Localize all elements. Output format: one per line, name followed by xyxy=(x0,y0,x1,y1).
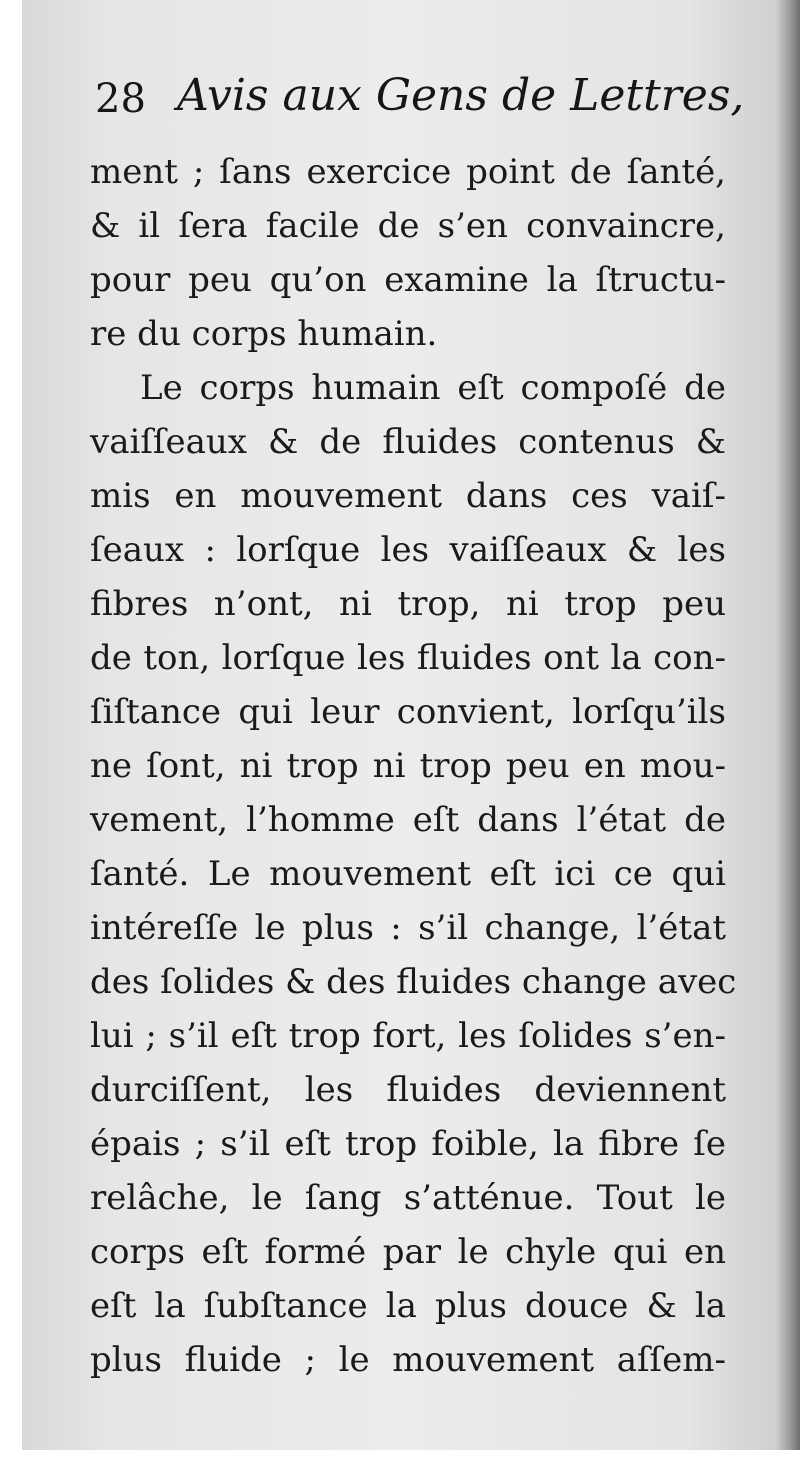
text-line: plus fluide ; le mouvement aſſem- xyxy=(90,1340,726,1380)
text-line: fibres n’ont, ni trop, ni trop peu xyxy=(90,584,726,624)
text-line: lui ; s’il eſt trop fort, les ſolides s’en- xyxy=(90,1016,726,1056)
text-line: épais ; s’il eſt trop foible, la fibre ſe xyxy=(90,1124,726,1164)
text-line: re du corps humain. xyxy=(90,314,438,354)
text-line: ne ſont, ni trop ni trop peu en mou- xyxy=(90,746,726,786)
text-line: & il ſera facile de s’en convaincre, xyxy=(90,206,726,246)
text-line: ſanté. Le mouvement eſt ici ce qui xyxy=(90,854,726,894)
text-line: pour peu qu’on examine la ſtructu- xyxy=(90,260,726,300)
page-header xyxy=(95,70,745,130)
text-line: ſeaux : lorſque les vaiſſeaux & les xyxy=(90,530,726,570)
text-line: corps eſt formé par le chyle qui en xyxy=(90,1232,726,1272)
text-line: durciſſent, les fluides deviennent xyxy=(90,1070,726,1110)
text-line: vement, l’homme eſt dans l’état de xyxy=(90,800,726,840)
text-line: ſiſtance qui leur convient, lorſqu’ils xyxy=(90,692,726,732)
text-line: vaiſſeaux & de fluides contenus & xyxy=(90,422,726,462)
running-title: Avis aux Gens de Lettres, xyxy=(177,70,745,121)
page-number: 28 xyxy=(95,76,146,122)
text-line: eſt la ſubſtance la plus douce & la xyxy=(90,1286,726,1326)
text-line: de ton, lorſque les fluides ont la con- xyxy=(90,638,726,678)
text-line: des ſolides & des fluides change avec xyxy=(90,962,737,1002)
text-line: Le corps humain eſt compoſé de xyxy=(140,368,726,408)
text-line: intéreſſe le plus : s’il change, l’état xyxy=(90,908,726,948)
text-line: ment ; ſans exercice point de ſanté, xyxy=(90,152,726,192)
text-line: relâche, le ſang s’atténue. Tout le xyxy=(90,1178,726,1218)
text-line: mis en mouvement dans ces vaiſ- xyxy=(90,476,726,516)
page-edge xyxy=(776,0,800,1450)
